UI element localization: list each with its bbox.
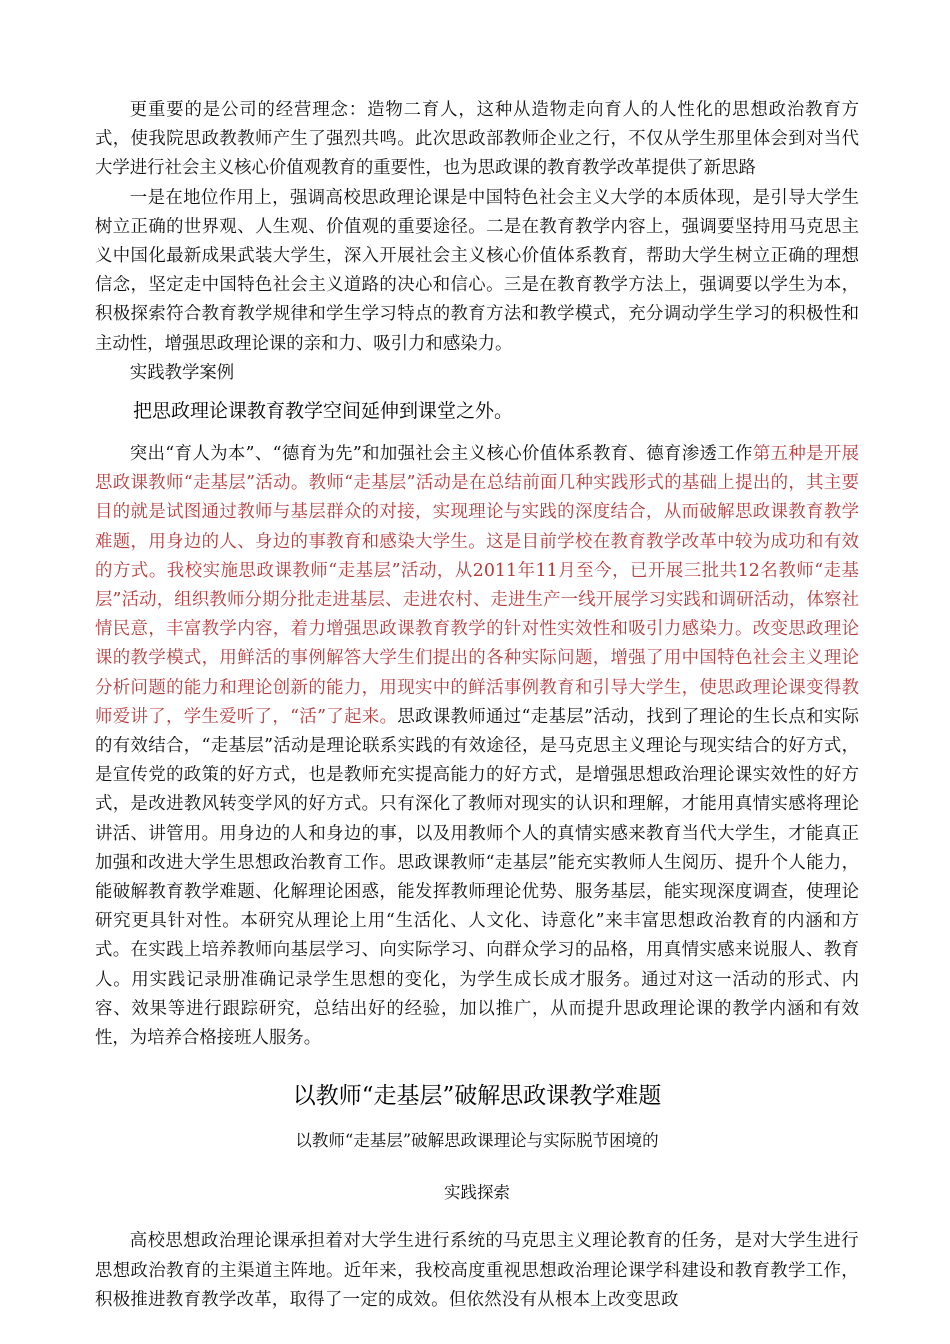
paragraph-tail-text: 思政课教师通过“走基层”活动，找到了理论的生长点和实际的有效结合，“走基层”活动是理论联系实践的有效途径，是马克思主义理论与现实结合的好方式，是宣传党的政策的好方式，也是教师充实提高能力的好方式，是增强思想政治理论课实效性的好方式，是改进教风转变学风的好方式。只有深化了教师对现实的认识和理解，才能用真情实感将理论讲活、讲管用。用身边的人和身边的事，以及用教师个人的真情实感来教育当代大学生，才能真正加强和改进大学生思想政治教育工作。思政课教师“走基层”能充实教师人生阅历、提升个人能力，能破解教育教学难题、化解理论困惑，能发挥教师理论优势、服务基层，能实现深度调查，使理论研究更具针对性。本研究从理论上用“生活化、人文化、诗意化”来丰富思想政治教育的内涵和方式。在实践上培养教师向基层学习、向实际学习、向群众学习的品格，用真情实感来说服人、教育人。用实践记录册准确记录学生思想的变化，为学生成长成才服务。通过对这一活动的形式、内容、效果等进行跟踪研究，总结出好的经验，加以推广，从而提升思政理论课的教学内涵和有效性，为培养合格接班人服务。 <box>95 706 859 1049</box>
paragraph-three-points: 一是在地位作用上，强调高校思政理论课是中国特色社会主义大学的本质体现，是引导大学生树立正确的世界观、人生观、价值观的重要途径。二是在教育教学内容上，强调要坚持用马克思主义中国化最新成果武装大学生，深入开展社会主义核心价值体系教育，帮助大学生树立正确的理想信念，坚定走中国特色社会主义道路的决心和信心。三是在教育教学方法上，强调要以学生为本，积极探索符合教育教学规律和学生学习特点的教育方法和教学模式，充分调动学生学习的积极性和主动性，增强思政理论课的亲和力、吸引力和感染力。 <box>95 187 859 354</box>
paragraph-walk-grassroots <box>95 440 859 1053</box>
label-practice-case: 实践教学案例 <box>129 362 235 383</box>
heading-extend-beyond-classroom: 把思政理论课教育教学空间延伸到课堂之外。 <box>133 400 514 423</box>
section-subtitle: 以教师“走基层”破解思政课理论与实际脱节困境的 <box>295 1131 659 1151</box>
section-title: 以教师“走基层”破解思政课教学难题 <box>292 1083 662 1110</box>
paragraph-intro-ideological-course: 高校思想政治理论课承担着对大学生进行系统的马克思主义理论教育的任务，是对大学生进行思想政治教育的主渠道主阵地。近年来，我校高度重视思想政治理论课学科建设和教育教学工作，积极推进教育教学改革，取得了一定的成效。但依然没有从根本上改变思政 <box>95 1231 859 1310</box>
paragraph-lead-text: 突出“育人为本”、“德育为先”和加强社会主义核心价值体系教育、德育渗透工作 <box>129 444 753 465</box>
paragraph-company-philosophy: 更重要的是公司的经营理念：造物二育人，这种从造物走向育人的人性化的思想政治教育方式，使我院思政教教师产生了强烈共鸣。此次思政部教师企业之行，不仅从学生那里体会到对当代大学进行社会主义核心价值观教育的重要性，也为思政课的教育教学改革提供了新思路 <box>95 100 859 179</box>
section-subtitle-continued: 实践探索 <box>444 1183 510 1203</box>
document-page <box>95 96 859 1315</box>
highlighted-red-text: 第五种是开展思政课教师“走基层”活动。教师“走基层”活动是在总结前面几种实践形式的基础上提出的，其主要目的就是试图通过教师与基层群众的对接，实现理论与实践的深度结合，从而破解思政课教育教学难题，用身边的人、身边的事教育和感染大学生。这是目前学校在教育教学改革中较为成功和有效的方式。我校实施思政课教师“走基层”活动，从2011年11月至今，已开展三批共12名教师“走基层”活动，组织教师分期分批走进基层、走进农村、走进生产一线开展学习实践和调研活动，体察社情民意，丰富教学内容，着力增强思政课教育教学的针对性实效性和吸引力感染力。改变思政理论课的教学模式，用鲜活的事例解答大学生们提出的各种实际问题，增强了用中国特色社会主义理论分析问题的能力和理论创新的能力，用现实中的鲜活事例教育和引导大学生，使思政理论课变得教师爱讲了，学生爱听了，“活”了起来。 <box>95 444 859 727</box>
